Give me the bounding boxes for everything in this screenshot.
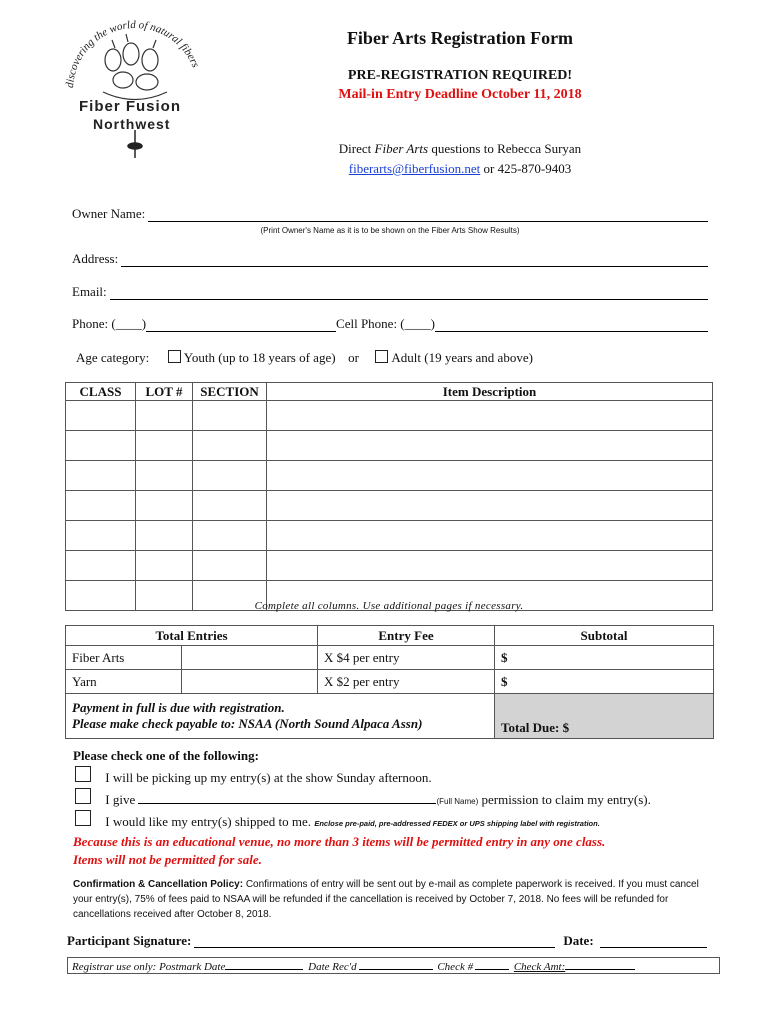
phone-field[interactable] — [146, 316, 336, 332]
lot-cell[interactable] — [136, 491, 193, 521]
policy-text: Confirmations of entry will be sent out by e-mail as complete paperwork is received. If you must cancel your entry(s), 75% of fees paid to NSAA will be refunded if the cancellation is received by October 7, 2018. No fees will be refunded for cancellations received after October 8, 2018. — [73, 879, 699, 920]
col-description: Item Description — [267, 383, 713, 401]
page-title: Fiber Arts Registration Form — [346, 28, 574, 48]
class-cell[interactable] — [66, 551, 136, 581]
or-label: or — [348, 350, 359, 365]
table-row — [66, 461, 713, 491]
yarn-label: Yarn — [66, 670, 182, 694]
fiber-arts-subtotal[interactable]: $ — [495, 646, 714, 670]
logo-line1: Fiber Fusion — [79, 98, 181, 115]
check-field[interactable] — [475, 958, 509, 970]
lot-cell[interactable] — [136, 401, 193, 431]
warning-line1: Because this is an educational venue, no more than 3 items will be permitted entry in any one class. — [73, 834, 606, 849]
cell-field[interactable] — [435, 316, 708, 332]
lot-cell[interactable] — [136, 461, 193, 491]
lot-cell[interactable] — [136, 551, 193, 581]
claim-option-ship — [75, 810, 725, 830]
registrar-daterecd-label: Date Rec'd — [308, 961, 357, 973]
totals-table — [65, 625, 714, 739]
adult-label: Adult (19 years and above) — [391, 350, 533, 365]
logo-arc-text: discovering the world of natural fibers — [63, 18, 202, 89]
yarn-subtotal[interactable]: $ — [495, 670, 714, 694]
youth-label: Youth (up to 18 years of age) — [183, 350, 336, 365]
date-field[interactable] — [600, 933, 707, 948]
totals-header-fee: Entry Fee — [318, 626, 495, 646]
section-cell[interactable] — [193, 521, 267, 551]
ship-note: Enclose pre-paid, pre-addressed FEDEX or UPS shipping label with registration. — [314, 819, 600, 828]
signature-field[interactable] — [194, 933, 555, 948]
fiber-arts-label: Fiber Arts — [66, 646, 182, 670]
owner-note: (Print Owner's Name as it is to be shown on the Fiber Arts Show Results) — [260, 226, 520, 235]
table-row — [66, 431, 713, 461]
pickup-checkbox[interactable] — [75, 766, 91, 782]
table-row — [66, 401, 713, 431]
lot-cell[interactable] — [136, 521, 193, 551]
table-row — [66, 551, 713, 581]
fiber-arts-count-field[interactable] — [182, 646, 318, 670]
contact-suffix: questions to Rebecca Suryan — [431, 141, 582, 156]
checkamt-field[interactable] — [565, 958, 635, 970]
section-cell[interactable] — [193, 431, 267, 461]
description-cell[interactable] — [267, 491, 713, 521]
logo-graphic — [55, 12, 215, 162]
adult-checkbox[interactable] — [375, 350, 388, 363]
description-cell[interactable] — [267, 401, 713, 431]
policy — [73, 877, 713, 922]
policy-label: Confirmation & Cancellation Policy: — [73, 879, 244, 890]
phone-label: Phone: (____) — [72, 316, 147, 331]
description-cell[interactable] — [267, 461, 713, 491]
spindle-icon — [128, 130, 142, 158]
registrar-box — [67, 957, 720, 974]
contact-details — [260, 161, 660, 177]
items-note: Complete all columns. Use additional pages if necessary. — [254, 600, 524, 612]
youth-checkbox[interactable] — [168, 350, 181, 363]
description-cell[interactable] — [267, 431, 713, 461]
registrar-postmark-label: Registrar use only: Postmark Date — [72, 961, 226, 973]
age-label: Age category: — [76, 350, 150, 365]
prereg-notice: PRE-REGISTRATION REQUIRED! — [347, 68, 573, 83]
email-label: Email: — [72, 284, 107, 299]
table-row — [66, 491, 713, 521]
section-cell[interactable] — [193, 461, 267, 491]
fiber-arts-fee: X $4 per entry — [318, 646, 495, 670]
warning-line2: Items will not be permitted for sale. — [73, 852, 262, 867]
description-cell[interactable] — [267, 521, 713, 551]
postmark-field[interactable] — [225, 958, 303, 970]
email-row — [72, 284, 708, 300]
cell-label: Cell Phone: (____) — [336, 316, 435, 331]
proxy-checkbox[interactable] — [75, 788, 91, 804]
yarn-fee: X $2 per entry — [318, 670, 495, 694]
payment-line2: Please make check payable to: NSAA (North Sound Alpaca Assn) — [72, 716, 423, 731]
daterecd-field[interactable] — [359, 958, 433, 970]
totals-header-subtotal: Subtotal — [495, 626, 714, 646]
claim-heading: Please check one of the following: — [73, 748, 259, 763]
logo-line2: Northwest — [93, 116, 171, 132]
proxy-name-field[interactable] — [138, 790, 436, 804]
email-field[interactable] — [110, 284, 708, 300]
address-field[interactable] — [121, 251, 708, 267]
claim-option-pickup — [75, 766, 432, 786]
logo — [55, 12, 215, 162]
totals-header-entries: Total Entries — [66, 626, 318, 646]
payment-line1: Payment in full is due with registration. — [72, 700, 285, 715]
owner-name-field[interactable] — [148, 206, 708, 222]
contact-email-link[interactable]: fiberarts@fiberfusion.net — [348, 161, 481, 176]
section-cell[interactable] — [193, 551, 267, 581]
contact-prefix: Direct — [338, 141, 372, 156]
address-row — [72, 251, 708, 267]
ship-label: I would like my entry(s) shipped to me. — [105, 814, 312, 829]
section-cell[interactable] — [193, 491, 267, 521]
payment-note — [66, 694, 495, 739]
yarn-count-field[interactable] — [182, 670, 318, 694]
items-body — [66, 401, 713, 611]
total-due-label: Total Due: $ — [501, 720, 570, 735]
description-cell[interactable] — [267, 551, 713, 581]
address-label: Address: — [72, 251, 119, 266]
date-label: Date: — [563, 933, 594, 948]
class-cell[interactable] — [66, 491, 136, 521]
col-lot: LOT # — [136, 383, 193, 401]
registrar-check-label: Check # — [437, 961, 474, 973]
logo-animals-icon — [103, 34, 167, 100]
class-cell[interactable] — [66, 461, 136, 491]
col-section: SECTION — [193, 383, 267, 401]
pickup-label: I will be picking up my entry(s) at the show Sunday afternoon. — [105, 770, 432, 785]
signature-row — [67, 933, 707, 949]
owner-row — [72, 206, 708, 222]
lot-cell[interactable] — [136, 431, 193, 461]
deadline-notice: Mail-in Entry Deadline October 11, 2018 — [338, 87, 582, 102]
proxy-suffix: permission to claim my entry(s). — [481, 792, 651, 807]
total-due[interactable] — [495, 694, 714, 739]
class-cell[interactable] — [66, 401, 136, 431]
items-table — [65, 382, 713, 611]
class-cell[interactable] — [66, 521, 136, 551]
section-cell[interactable] — [193, 401, 267, 431]
signature-label: Participant Signature: — [67, 933, 192, 948]
phone-row — [72, 316, 708, 332]
table-row — [66, 521, 713, 551]
ship-checkbox[interactable] — [75, 810, 91, 826]
contact-phone: or 425-870-9403 — [483, 161, 572, 176]
contact-em: Fiber Arts — [374, 141, 429, 156]
proxy-prefix: I give — [105, 792, 136, 807]
owner-label: Owner Name: — [72, 206, 146, 221]
registrar-checkamt-label: Check Amt: — [513, 961, 566, 973]
contact-line — [260, 141, 660, 157]
age-row — [76, 350, 533, 366]
claim-option-proxy — [75, 788, 715, 808]
class-cell[interactable] — [66, 431, 136, 461]
proxy-fullname-note: (Full Name) — [436, 797, 479, 806]
col-class: CLASS — [66, 383, 136, 401]
